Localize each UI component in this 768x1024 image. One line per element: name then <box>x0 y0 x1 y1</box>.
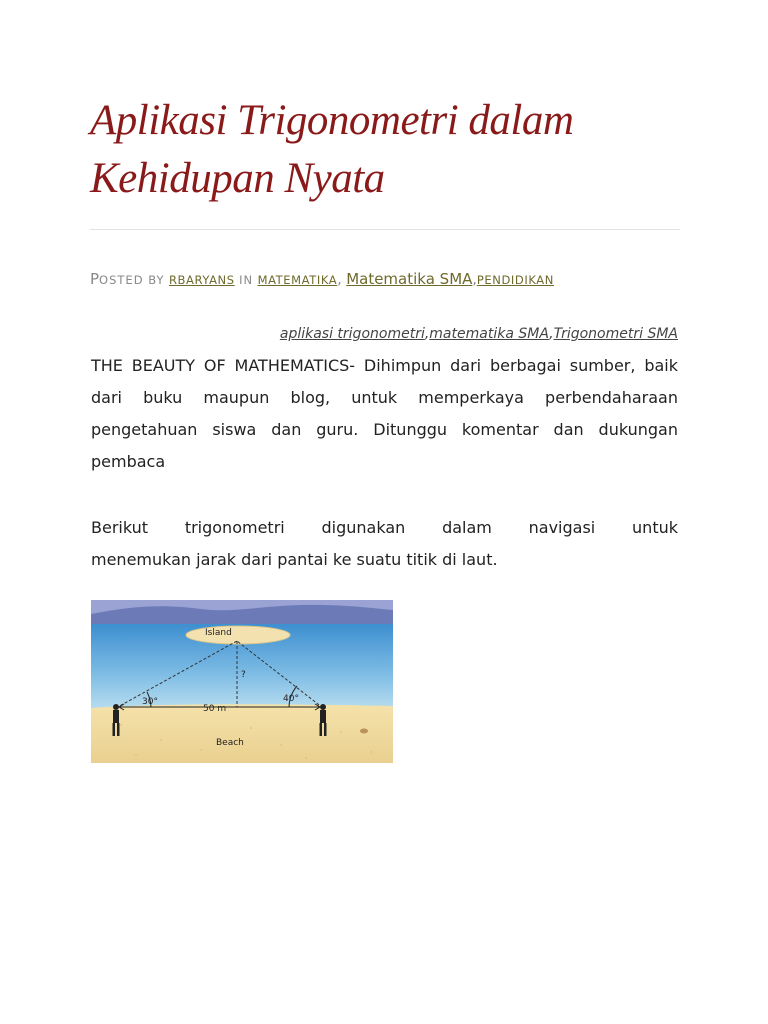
title-divider <box>90 229 680 230</box>
navigation-paragraph <box>91 512 678 576</box>
post-meta: POSTED BY RBARYANS IN MATEMATIKA, Matematika SMA,PENDIDIKAN <box>90 270 554 288</box>
island-label: Island <box>205 628 232 638</box>
triangulation-illustration <box>91 600 393 763</box>
navigation-line-2: menemukan jarak dari pantai ke suatu titik di laut. <box>91 550 498 569</box>
navigation-line-1 <box>91 512 678 544</box>
word: navigasi <box>528 518 596 537</box>
category-link-matematika[interactable]: MATEMATIKA <box>257 273 338 287</box>
posted-label-rest: OSTED BY <box>99 273 165 287</box>
beach-label: Beach <box>216 738 244 748</box>
intro-paragraph: THE BEAUTY OF MATHEMATICS- Dihimpun dari berbagai sumber, baik dari buku maupun blog, untuk memperkaya perbendaharaan pengetahuan siswa dan guru. Ditunggu komentar dan dukungan pembaca <box>91 356 678 471</box>
triangulation-figure <box>91 600 393 763</box>
left-angle-label: 30° <box>142 697 158 707</box>
author-link[interactable]: RBARYANS <box>168 273 235 287</box>
tag-link-trigonometri-sma[interactable]: Trigonometri SMA <box>553 326 678 342</box>
word: Berikut <box>91 518 149 537</box>
posted-label-first: P <box>90 270 100 288</box>
in-label: IN <box>239 273 254 287</box>
word: digunakan <box>321 518 406 537</box>
category-link-matematika-sma[interactable]: Matematika SMA <box>346 270 473 288</box>
distance-label: 50 m <box>203 704 227 714</box>
word: untuk <box>632 518 678 537</box>
pebble <box>360 729 368 734</box>
right-angle-label: 40° <box>283 694 299 704</box>
word: trigonometri <box>184 518 285 537</box>
tag-link-aplikasi-trigonometri[interactable]: aplikasi trigonometri <box>279 326 425 342</box>
word: dalam <box>442 518 492 537</box>
tag-link-matematika-sma[interactable]: matematika SMA <box>429 326 550 342</box>
tag-list: aplikasi trigonometri,matematika SMA,Trigonometri SMA <box>279 326 678 342</box>
unknown-distance-label: ? <box>241 670 246 680</box>
category-link-pendidikan[interactable]: PENDIDIKAN <box>476 273 554 287</box>
island-shape <box>186 626 290 644</box>
article-title: Aplikasi Trigonometri dalam Kehidupan Nyata <box>90 97 574 202</box>
